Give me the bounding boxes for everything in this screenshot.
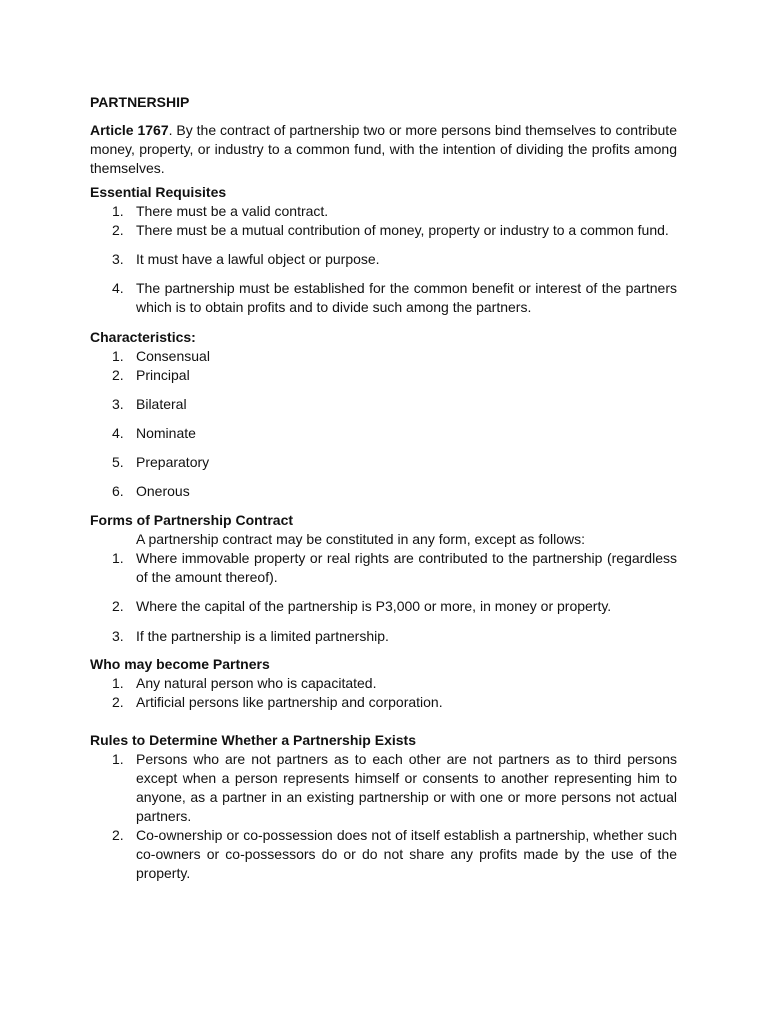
list-text: Persons who are not partners as to each other are not partners as to third persons except when a person represents himself or consents to another representing him to anyone, as a partner in an existing partnership or with one or more persons not actual partners.: [136, 751, 677, 824]
list-item: [90, 279, 677, 317]
rules-list: [90, 750, 677, 883]
list-item: [90, 482, 677, 501]
list-number: 4.: [112, 280, 124, 296]
forms-list: [90, 549, 677, 646]
list-number: 1.: [112, 203, 124, 219]
list-text: Where immovable property or real rights are contributed to the partnership (regardless of the amount thereof).: [136, 550, 677, 585]
list-number: 2.: [112, 222, 124, 238]
list-item: [90, 250, 677, 269]
list-text: Nominate: [136, 425, 196, 441]
forms-intro: A partnership contract may be constituted in any form, except as follows:: [136, 531, 585, 547]
list-number: 2.: [112, 694, 124, 710]
list-text: Co-ownership or co-possession does not of itself establish a partnership, whether such co-owners or co-possessors do or do not share any profits made by the use of the property.: [136, 827, 677, 881]
list-item: [90, 627, 677, 646]
list-item: [90, 453, 677, 472]
requisites-heading: Essential Requisites: [90, 184, 227, 200]
list-text: Principal: [136, 367, 190, 383]
list-number: 4.: [112, 425, 124, 441]
list-number: 1.: [112, 751, 124, 767]
partners-heading: Who may become Partners: [90, 656, 270, 672]
list-item: [90, 674, 677, 693]
list-item: [90, 221, 677, 240]
list-number: 1.: [112, 348, 124, 364]
list-number: 1.: [112, 675, 124, 691]
list-text: There must be a mutual contribution of money, property or industry to a common fund.: [136, 222, 669, 238]
list-number: 5.: [112, 454, 124, 470]
list-text: It must have a lawful object or purpose.: [136, 251, 380, 267]
forms-heading: Forms of Partnership Contract: [90, 512, 294, 528]
article-paragraph: [90, 121, 677, 178]
list-text: Where the capital of the partnership is P3,000 or more, in money or property.: [136, 598, 612, 614]
list-item: [90, 366, 677, 385]
characteristics-heading: Characteristics:: [90, 329, 196, 345]
requisites-list: [90, 202, 677, 317]
list-text: Onerous: [136, 483, 190, 499]
characteristics-list: [90, 347, 677, 501]
document-page: [90, 93, 677, 883]
list-number: 2.: [112, 827, 124, 843]
list-number: 2.: [112, 367, 124, 383]
list-text: Consensual: [136, 348, 210, 364]
list-number: 3.: [112, 628, 124, 644]
article-label: Article 1767: [90, 122, 169, 138]
list-item: [90, 693, 677, 712]
list-text: Artificial persons like partnership and corporation.: [136, 694, 443, 710]
list-item: [90, 597, 677, 616]
list-number: 6.: [112, 483, 124, 499]
list-text: Bilateral: [136, 396, 187, 412]
list-number: 2.: [112, 598, 124, 614]
list-number: 3.: [112, 251, 124, 267]
list-item: [90, 202, 677, 221]
list-text: The partnership must be established for the common benefit or interest of the partners which is to obtain profits and to divide such among the partners.: [136, 280, 677, 315]
document-title: PARTNERSHIP: [90, 94, 190, 110]
list-number: 1.: [112, 550, 124, 566]
list-item: [90, 347, 677, 366]
list-number: 3.: [112, 396, 124, 412]
article-text: . By the contract of partnership two or more persons bind themselves to contribute money, property, or industry to a common fund, with the intention of dividing the profits among themselves.: [90, 122, 677, 176]
list-item: [90, 750, 677, 826]
rules-heading: Rules to Determine Whether a Partnership Exists: [90, 732, 416, 748]
list-text: There must be a valid contract.: [136, 203, 329, 219]
list-item: [90, 826, 677, 883]
list-item: [90, 549, 677, 587]
partners-list: [90, 674, 677, 712]
list-item: [90, 424, 677, 443]
list-text: If the partnership is a limited partnership.: [136, 628, 389, 644]
list-item: [90, 395, 677, 414]
list-text: Any natural person who is capacitated.: [136, 675, 377, 691]
list-text: Preparatory: [136, 454, 210, 470]
